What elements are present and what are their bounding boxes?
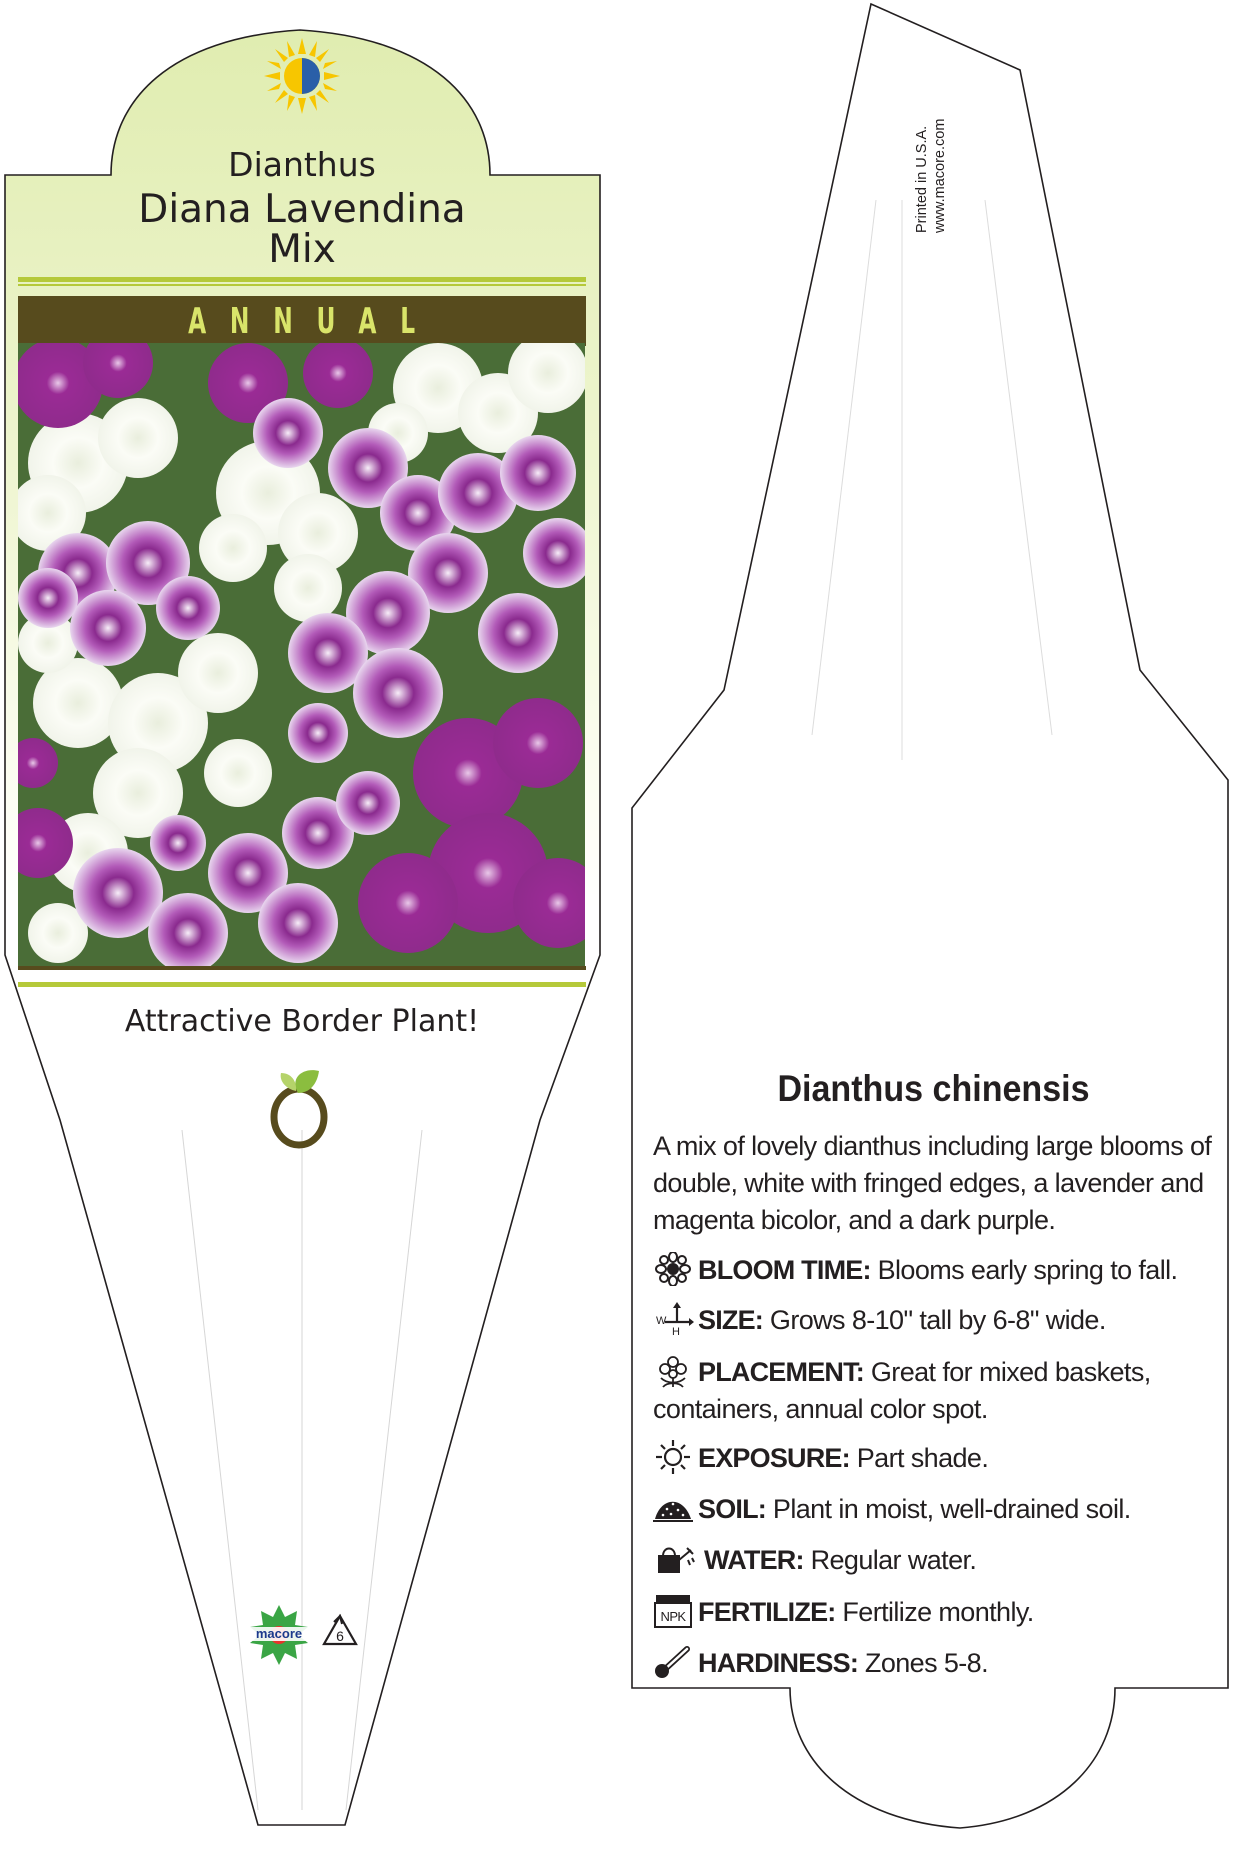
botanical-name: Dianthus chinensis [777,1068,1090,1109]
detail-soil [653,1491,1221,1528]
exposure-text: Part shade. [856,1443,989,1473]
hardiness-text: Zones 5-8. [864,1648,988,1678]
cultivar-title [18,187,586,272]
npk-text: NPK [660,1609,686,1624]
cultivar-title-line1: Diana Lavendina [138,187,466,232]
soil-mound-icon [653,1491,695,1525]
flower-icon [653,1252,695,1286]
bloom-time-text: Blooms early spring to fall. [877,1255,1178,1285]
plant-placement-icon [653,1354,695,1388]
fertilize-text: Fertilize monthly. [842,1597,1034,1627]
size-h-letter: H [672,1326,680,1336]
macore-logo-text: macore [255,1626,303,1641]
size-arrows-icon [653,1302,695,1336]
placement-label: PLACEMENT: [698,1357,864,1387]
soil-text: Plant in moist, well-drained soil. [772,1494,1131,1524]
description: A mix of lovely dianthus including large blooms of double, white with fringed edges, a lavender and magenta bicolor, and a dark purple. [653,1131,1212,1235]
printed-line2: www.macore.com [932,118,948,233]
size-w-letter: W [656,1315,666,1327]
thermometer-icon [653,1645,695,1679]
category-label: ANNUAL [188,300,440,342]
size-text: Grows 8-10" tall by 6-8" wide. [769,1305,1106,1335]
tagline: Attractive Border Plant! [124,1004,480,1039]
printed-in-credit [913,119,949,233]
dianthus-flowers-image [18,343,585,966]
detail-exposure [653,1440,1221,1477]
detail-size [653,1302,1221,1339]
sun-outline-icon [653,1440,695,1474]
recycle-code: 6 [336,1628,344,1644]
cultivar-title-line2: Mix [268,227,336,272]
detail-bloom-time [653,1252,1221,1289]
seedling-logo-icon [269,1067,333,1151]
size-label: SIZE: [698,1305,764,1335]
plant-photo [18,343,585,966]
category-band [18,296,586,346]
watering-can-icon [653,1542,701,1576]
detail-placement [653,1354,1221,1428]
placement-text: Great for mixed baskets, containers, annual color spot. [653,1357,1151,1424]
macore-logo-icon [244,1603,314,1667]
printed-line1: Printed in U.S.A. [914,125,930,233]
npk-fertilizer-icon [653,1594,695,1628]
water-label: WATER: [704,1545,804,1575]
recycle-6-icon [320,1613,360,1649]
detail-water [653,1542,1221,1579]
detail-hardiness [653,1645,1221,1682]
detail-fertilize [653,1594,1221,1631]
soil-label: SOIL: [698,1494,766,1524]
exposure-label: EXPOSURE: [698,1443,850,1473]
genus-title: Dianthus [228,145,376,184]
sun-part-shade-icon [264,38,340,114]
hardiness-label: HARDINESS: [698,1648,859,1678]
bloom-time-label: BLOOM TIME: [698,1255,871,1285]
water-text: Regular water. [810,1545,977,1575]
fertilize-label: FERTILIZE: [698,1597,836,1627]
